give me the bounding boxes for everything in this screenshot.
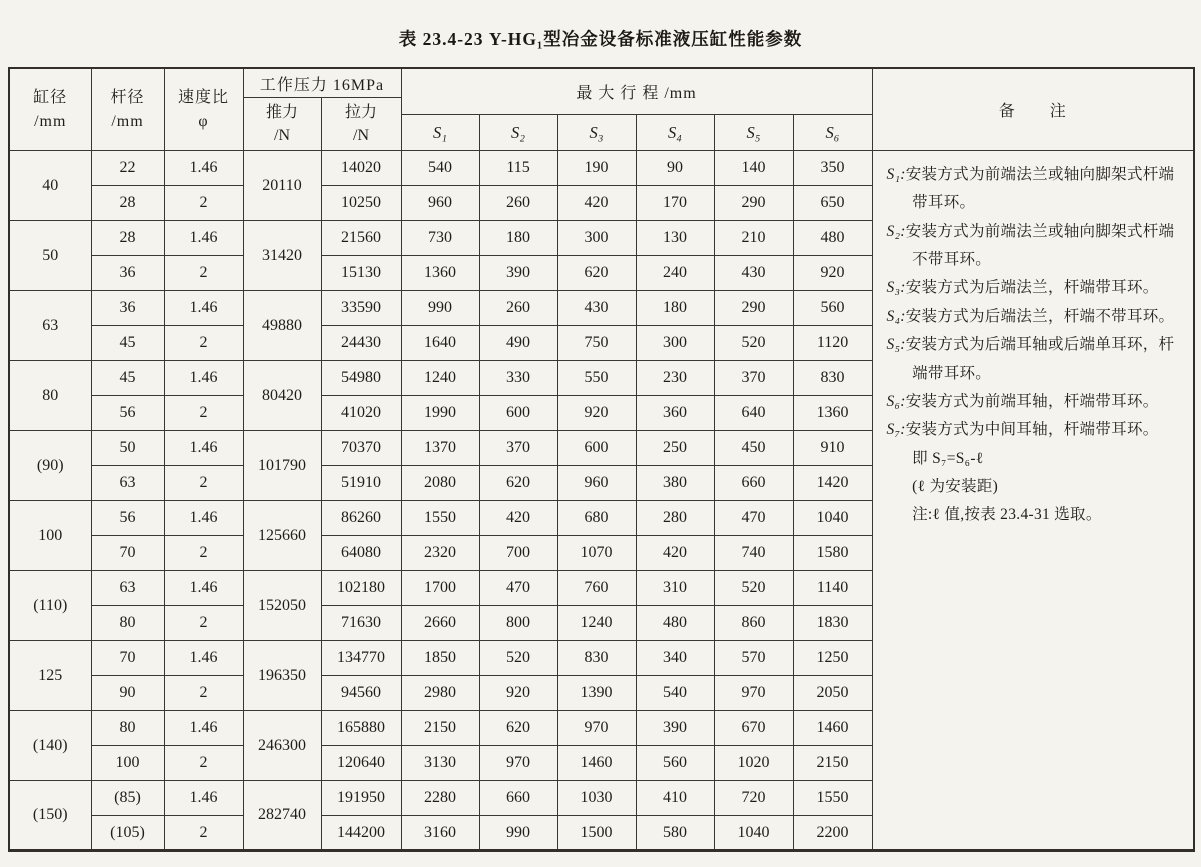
stroke-cell: 210: [714, 221, 793, 256]
stroke-cell: 920: [793, 256, 872, 291]
rod-cell: (85): [91, 781, 164, 816]
rod-cell: 50: [91, 431, 164, 466]
rod-cell: 28: [91, 186, 164, 221]
ratio-cell: 1.46: [164, 361, 243, 396]
ratio-cell: 2: [164, 256, 243, 291]
stroke-cell: 1360: [793, 396, 872, 431]
stroke-cell: 3130: [401, 746, 479, 781]
stroke-cell: 420: [479, 501, 557, 536]
stroke-cell: 580: [636, 816, 714, 851]
stroke-cell: 2050: [793, 676, 872, 711]
ratio-cell: 1.46: [164, 641, 243, 676]
bore-cell: (110): [9, 571, 91, 641]
bore-cell: (90): [9, 431, 91, 501]
pull-cell: 70370: [321, 431, 401, 466]
header-row-1: [9, 68, 1194, 115]
stroke-cell: 760: [557, 571, 636, 606]
stroke-cell: 1990: [401, 396, 479, 431]
note-text: 安装方式为前端法兰或轴向脚架式杆端带耳环。: [905, 166, 1175, 212]
note-item: [887, 331, 1184, 388]
header-stroke-s4: S₄: [636, 115, 714, 151]
stroke-cell: 1500: [557, 816, 636, 851]
stroke-cell: 300: [557, 221, 636, 256]
pull-cell: 102180: [321, 571, 401, 606]
stroke-cell: 600: [479, 396, 557, 431]
ratio-cell: 1.46: [164, 151, 243, 186]
rod-cell: 90: [91, 676, 164, 711]
header-stroke-s3: S₃: [557, 115, 636, 151]
note-formula: 即 S₇=S₆-ℓ: [912, 449, 984, 467]
stroke-cell: 670: [714, 711, 793, 746]
stroke-cell: 250: [636, 431, 714, 466]
rod-cell: 70: [91, 536, 164, 571]
stroke-cell: 390: [479, 256, 557, 291]
pull-cell: 191950: [321, 781, 401, 816]
stroke-cell: 2200: [793, 816, 872, 851]
note-label: S₆:: [886, 392, 906, 410]
stroke-cell: 300: [636, 326, 714, 361]
ratio-cell: 2: [164, 746, 243, 781]
header-stroke-s5: S₅: [714, 115, 793, 151]
rod-cell: 100: [91, 746, 164, 781]
thrust-cell: 31420: [243, 221, 321, 291]
stroke-cell: 720: [714, 781, 793, 816]
stroke-cell: 230: [636, 361, 714, 396]
ratio-cell: 2: [164, 396, 243, 431]
header-thrust: [244, 98, 322, 150]
stroke-cell: 420: [636, 536, 714, 571]
stroke-cell: 3160: [401, 816, 479, 851]
stroke-cell: 420: [557, 186, 636, 221]
pull-cell: 41020: [321, 396, 401, 431]
pull-cell: 54980: [321, 361, 401, 396]
ratio-cell: 2: [164, 606, 243, 641]
stroke-cell: 240: [636, 256, 714, 291]
stroke-cell: 640: [714, 396, 793, 431]
stroke-cell: 480: [636, 606, 714, 641]
stroke-cell: 860: [714, 606, 793, 641]
stroke-cell: 290: [714, 291, 793, 326]
ratio-cell: 1.46: [164, 571, 243, 606]
bore-cell: (140): [9, 711, 91, 781]
pull-cell: 64080: [321, 536, 401, 571]
stroke-cell: 410: [636, 781, 714, 816]
stroke-cell: 1830: [793, 606, 872, 641]
rod-cell: 80: [91, 606, 164, 641]
header-max-stroke: 最 大 行 程 /mm: [401, 68, 872, 115]
stroke-cell: 360: [636, 396, 714, 431]
stroke-cell: 430: [557, 291, 636, 326]
note-label: S₃:: [886, 279, 906, 297]
stroke-cell: 290: [714, 186, 793, 221]
note-text: 安装方式为后端耳轴或后端单耳环，杆端带耳环。: [905, 336, 1175, 382]
stroke-cell: 660: [714, 466, 793, 501]
stroke-cell: 520: [714, 571, 793, 606]
note-label: S₄:: [886, 307, 906, 325]
ratio-cell: 1.46: [164, 291, 243, 326]
stroke-cell: 960: [401, 186, 479, 221]
stroke-cell: 1460: [557, 746, 636, 781]
stroke-cell: 390: [636, 711, 714, 746]
stroke-cell: 2660: [401, 606, 479, 641]
stroke-cell: 190: [557, 151, 636, 186]
stroke-cell: 130: [636, 221, 714, 256]
stroke-cell: 800: [479, 606, 557, 641]
stroke-cell: 260: [479, 291, 557, 326]
rod-cell: 70: [91, 641, 164, 676]
bore-cell: 63: [9, 291, 91, 361]
stroke-cell: 1240: [557, 606, 636, 641]
stroke-cell: 970: [557, 711, 636, 746]
stroke-cell: 1250: [793, 641, 872, 676]
header-working-pressure: 工作压力 16MPa: [244, 69, 401, 98]
header-rod-label: 杆径: [110, 89, 145, 107]
header-speed-ratio-symbol: φ: [198, 112, 209, 130]
stroke-cell: 1040: [714, 816, 793, 851]
rod-cell: 36: [91, 256, 164, 291]
ratio-cell: 2: [164, 816, 243, 851]
pull-cell: 71630: [321, 606, 401, 641]
thrust-cell: 246300: [243, 711, 321, 781]
note-text: 安装方式为中间耳轴，杆端带耳环。: [905, 421, 1159, 439]
header-rod-unit: /mm: [111, 112, 144, 130]
stroke-cell: 740: [714, 536, 793, 571]
pull-cell: 51910: [321, 466, 401, 501]
pull-cell: 134770: [321, 641, 401, 676]
stroke-cell: 1580: [793, 536, 872, 571]
stroke-cell: 380: [636, 466, 714, 501]
note-label: S₇:: [886, 421, 906, 439]
ratio-cell: 2: [164, 536, 243, 571]
stroke-cell: 490: [479, 326, 557, 361]
stroke-cell: 1020: [714, 746, 793, 781]
ratio-cell: 2: [164, 676, 243, 711]
stroke-cell: 550: [557, 361, 636, 396]
stroke-cell: 1640: [401, 326, 479, 361]
stroke-cell: 470: [714, 501, 793, 536]
note-mounting-distance: (ℓ 为安装距): [912, 477, 999, 495]
performance-table: [8, 67, 1195, 852]
stroke-cell: 260: [479, 186, 557, 221]
stroke-cell: 350: [793, 151, 872, 186]
note-item: [887, 218, 1184, 275]
note-label: S₅:: [886, 336, 906, 354]
stroke-cell: 540: [636, 676, 714, 711]
rod-cell: 63: [91, 466, 164, 501]
note-item: [887, 303, 1184, 331]
page-title: 表 23.4-23 Y-HG₁型冶金设备标准液压缸性能参数: [398, 29, 803, 49]
header-stroke-s6: S₆: [793, 115, 872, 151]
remarks-cell: [872, 151, 1194, 851]
pull-cell: 14020: [321, 151, 401, 186]
ratio-cell: 1.46: [164, 501, 243, 536]
stroke-cell: 170: [636, 186, 714, 221]
thrust-cell: 125660: [243, 501, 321, 571]
note-text: 安装方式为后端法兰，杆端带耳环。: [905, 279, 1159, 297]
pull-cell: 86260: [321, 501, 401, 536]
stroke-cell: 2080: [401, 466, 479, 501]
stroke-cell: 990: [401, 291, 479, 326]
stroke-cell: 1700: [401, 571, 479, 606]
stroke-cell: 2150: [401, 711, 479, 746]
thrust-cell: 101790: [243, 431, 321, 501]
note-text: 安装方式为前端耳轴，杆端带耳环。: [905, 392, 1159, 410]
pull-cell: 24430: [321, 326, 401, 361]
pull-cell: 120640: [321, 746, 401, 781]
pull-cell: 10250: [321, 186, 401, 221]
header-speed-ratio: [164, 68, 243, 151]
pull-cell: 21560: [321, 221, 401, 256]
stroke-cell: 370: [714, 361, 793, 396]
stroke-cell: 330: [479, 361, 557, 396]
stroke-cell: 2320: [401, 536, 479, 571]
stroke-cell: 1390: [557, 676, 636, 711]
thrust-cell: 20110: [243, 151, 321, 221]
stroke-cell: 470: [479, 571, 557, 606]
ratio-cell: 2: [164, 326, 243, 361]
rod-cell: (105): [91, 816, 164, 851]
stroke-cell: 830: [793, 361, 872, 396]
ratio-cell: 1.46: [164, 781, 243, 816]
stroke-cell: 1070: [557, 536, 636, 571]
stroke-cell: 560: [793, 291, 872, 326]
note-reference: 注:ℓ 值,按表 23.4-31 选取。: [912, 506, 1102, 524]
stroke-cell: 1460: [793, 711, 872, 746]
rod-cell: 28: [91, 221, 164, 256]
stroke-cell: 750: [557, 326, 636, 361]
stroke-cell: 700: [479, 536, 557, 571]
note-text: 安装方式为前端法兰或轴向脚架式杆端不带耳环。: [905, 222, 1175, 269]
thrust-cell: 196350: [243, 641, 321, 711]
stroke-cell: 620: [479, 711, 557, 746]
pull-cell: 33590: [321, 291, 401, 326]
note-item: [887, 388, 1184, 416]
stroke-cell: 650: [793, 186, 872, 221]
stroke-cell: 570: [714, 641, 793, 676]
note-label: S₂:: [886, 222, 906, 240]
header-pull: [322, 98, 401, 150]
stroke-cell: 1360: [401, 256, 479, 291]
stroke-cell: 600: [557, 431, 636, 466]
stroke-cell: 1040: [793, 501, 872, 536]
thrust-cell: 282740: [243, 781, 321, 851]
header-thrust-unit: /N: [274, 127, 290, 144]
header-speed-ratio-label: 速度比: [177, 89, 229, 107]
header-pull-unit: /N: [353, 127, 369, 144]
stroke-cell: 970: [479, 746, 557, 781]
stroke-cell: 730: [401, 221, 479, 256]
rod-cell: 56: [91, 501, 164, 536]
stroke-cell: 1030: [557, 781, 636, 816]
stroke-cell: 1550: [793, 781, 872, 816]
stroke-cell: 340: [636, 641, 714, 676]
thrust-pull-subheader: [244, 98, 401, 150]
bore-cell: 125: [9, 641, 91, 711]
stroke-cell: 430: [714, 256, 793, 291]
stroke-cell: 680: [557, 501, 636, 536]
working-pressure-wrap: [244, 69, 401, 150]
note-item: [887, 274, 1184, 302]
table-row: [9, 151, 1194, 186]
rod-cell: 45: [91, 361, 164, 396]
stroke-cell: 920: [557, 396, 636, 431]
header-rod: [91, 68, 164, 151]
stroke-cell: 620: [557, 256, 636, 291]
stroke-cell: 310: [636, 571, 714, 606]
stroke-cell: 1120: [793, 326, 872, 361]
stroke-cell: 520: [714, 326, 793, 361]
stroke-cell: 620: [479, 466, 557, 501]
stroke-cell: 450: [714, 431, 793, 466]
header-stroke-s1: S₁: [401, 115, 479, 151]
rod-cell: 80: [91, 711, 164, 746]
stroke-cell: 830: [557, 641, 636, 676]
stroke-cell: 560: [636, 746, 714, 781]
stroke-cell: 1140: [793, 571, 872, 606]
header-stroke-s2: S₂: [479, 115, 557, 151]
stroke-cell: 280: [636, 501, 714, 536]
stroke-cell: 90: [636, 151, 714, 186]
pull-cell: 144200: [321, 816, 401, 851]
stroke-cell: 520: [479, 641, 557, 676]
header-remarks: 备 注: [872, 68, 1194, 151]
stroke-cell: 910: [793, 431, 872, 466]
bore-cell: 50: [9, 221, 91, 291]
stroke-cell: 1550: [401, 501, 479, 536]
stroke-cell: 970: [714, 676, 793, 711]
stroke-cell: 2280: [401, 781, 479, 816]
ratio-cell: 2: [164, 466, 243, 501]
header-bore: [9, 68, 91, 151]
thrust-cell: 49880: [243, 291, 321, 361]
stroke-cell: 660: [479, 781, 557, 816]
pull-cell: 94560: [321, 676, 401, 711]
ratio-cell: 1.46: [164, 431, 243, 466]
stroke-cell: 180: [479, 221, 557, 256]
bore-cell: (150): [9, 781, 91, 851]
stroke-cell: 370: [479, 431, 557, 466]
thrust-cell: 80420: [243, 361, 321, 431]
rod-cell: 22: [91, 151, 164, 186]
pull-cell: 15130: [321, 256, 401, 291]
stroke-cell: 1850: [401, 641, 479, 676]
header-thrust-label: 推力: [265, 103, 298, 121]
note-item: [887, 161, 1184, 218]
stroke-cell: 2980: [401, 676, 479, 711]
bore-cell: 100: [9, 501, 91, 571]
stroke-cell: 1370: [401, 431, 479, 466]
note-text: 安装方式为后端法兰，杆端不带耳环。: [905, 307, 1175, 325]
stroke-cell: 540: [401, 151, 479, 186]
stroke-cell: 920: [479, 676, 557, 711]
rod-cell: 36: [91, 291, 164, 326]
stroke-cell: 1420: [793, 466, 872, 501]
note-label: S₁:: [886, 166, 906, 183]
bore-cell: 80: [9, 361, 91, 431]
header-bore-unit: /mm: [34, 112, 67, 130]
rod-cell: 45: [91, 326, 164, 361]
stroke-cell: 2150: [793, 746, 872, 781]
header-pull-label: 拉力: [345, 103, 378, 121]
rod-cell: 56: [91, 396, 164, 431]
note-item: [887, 416, 1184, 444]
thrust-cell: 152050: [243, 571, 321, 641]
header-bore-label: 缸径: [33, 89, 68, 107]
header-working-pressure-group: [243, 68, 401, 151]
stroke-cell: 180: [636, 291, 714, 326]
stroke-cell: 140: [714, 151, 793, 186]
stroke-cell: 990: [479, 816, 557, 851]
stroke-cell: 115: [479, 151, 557, 186]
stroke-cell: 480: [793, 221, 872, 256]
pull-cell: 165880: [321, 711, 401, 746]
ratio-cell: 2: [164, 186, 243, 221]
rod-cell: 63: [91, 571, 164, 606]
ratio-cell: 1.46: [164, 221, 243, 256]
stroke-cell: 960: [557, 466, 636, 501]
ratio-cell: 1.46: [164, 711, 243, 746]
stroke-cell: 1240: [401, 361, 479, 396]
bore-cell: 40: [9, 151, 91, 221]
